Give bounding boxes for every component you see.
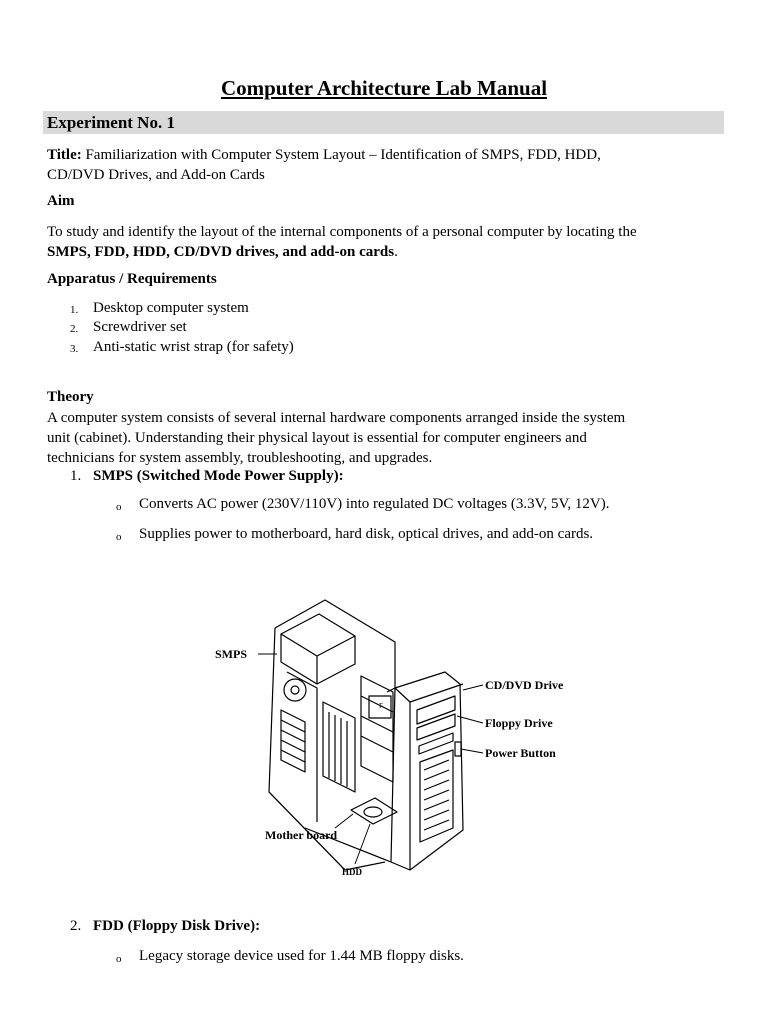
label-motherboard: Mother board: [265, 828, 338, 842]
theory-heading: Theory: [47, 389, 94, 405]
svg-text:F: F: [379, 702, 383, 710]
aim-text-line1: To study and identify the layout of the internal components of a personal computer by locating the: [47, 224, 637, 240]
cd-drive-bay: [417, 696, 455, 724]
apparatus-num-1: 1.: [70, 304, 79, 316]
theory-paragraph: [47, 408, 727, 468]
apparatus-heading: Apparatus / Requirements: [47, 271, 217, 287]
experiment-heading: Experiment No. 1: [47, 113, 175, 132]
apparatus-item-3: Anti-static wrist strap (for safety): [93, 339, 294, 355]
label-hdd: HDD: [342, 867, 362, 877]
apparatus-num-2: 2.: [70, 323, 79, 335]
cd-drive-bay-2: [417, 714, 455, 740]
theory-item-2-num: 2.: [70, 918, 82, 934]
bullet-icon: o: [116, 953, 122, 965]
apparatus-item-1: Desktop computer system: [93, 300, 249, 316]
aim-heading: Aim: [47, 193, 75, 209]
cd-leader: [463, 685, 483, 690]
theory-item-1-num: 1.: [70, 468, 82, 484]
hdd-leader: [355, 824, 370, 864]
theory-line2: unit (cabinet). Understanding their physical layout is essential for computer engineers and: [47, 430, 587, 446]
experiment-heading-bar: [43, 111, 724, 134]
smps-bullet-2: Supplies power to motherboard, hard disk, optical drives, and add-on cards.: [139, 526, 594, 542]
theory-item-2-heading: FDD (Floppy Disk Drive):: [93, 918, 261, 934]
title-paragraph: [47, 145, 727, 185]
hdd-shape: [351, 798, 397, 824]
label-power-button: Power Button: [485, 746, 556, 760]
mb-leader: [335, 814, 353, 828]
apparatus-item-2: Screwdriver set: [93, 319, 187, 335]
power-leader: [461, 749, 483, 753]
floppy-bay: [419, 733, 453, 754]
motherboard-area: [323, 702, 355, 792]
aim-text-end: .: [394, 244, 398, 260]
fdd-bullet-1: Legacy storage device used for 1.44 MB floppy disks.: [139, 948, 464, 964]
page-title: Computer Architecture Lab Manual: [220, 76, 548, 100]
theory-line1: A computer system consists of several internal hardware components arranged inside the system: [47, 410, 626, 426]
bullet-icon: o: [116, 501, 122, 513]
cabinet-figure: [205, 592, 585, 884]
fan-shape: [284, 679, 306, 701]
smps-box: [281, 614, 355, 656]
smps-bullet-1: Converts AC power (230V/110V) into regulated DC voltages (3.3V, 5V, 12V).: [139, 496, 610, 512]
expansion-slots: [281, 710, 305, 772]
theory-line3: technicians for system assembly, troubleshooting, and upgrades.: [47, 450, 433, 466]
front-panel: [391, 672, 463, 870]
aim-paragraph: [47, 222, 727, 262]
front-grille: [420, 750, 453, 842]
title-text-line1: Familiarization with Computer System Layout – Identification of SMPS, FDD, HDD,: [85, 147, 601, 163]
title-text-line2: CD/DVD Drives, and Add-on Cards: [47, 167, 265, 183]
theory-item-1-heading: SMPS (Switched Mode Power Supply):: [93, 468, 344, 484]
label-smps: SMPS: [215, 647, 248, 661]
aim-text-bold: SMPS, FDD, HDD, CD/DVD drives, and add-on cards: [47, 244, 395, 260]
cabinet-diagram: [205, 592, 585, 884]
apparatus-num-3: 3.: [70, 343, 79, 355]
title-label: Title:: [47, 147, 82, 163]
label-cd-dvd-drive: CD/DVD Drive: [485, 678, 564, 692]
label-floppy-drive: Floppy Drive: [485, 716, 553, 730]
bullet-icon: o: [116, 531, 122, 543]
power-button-shape: [455, 742, 461, 756]
